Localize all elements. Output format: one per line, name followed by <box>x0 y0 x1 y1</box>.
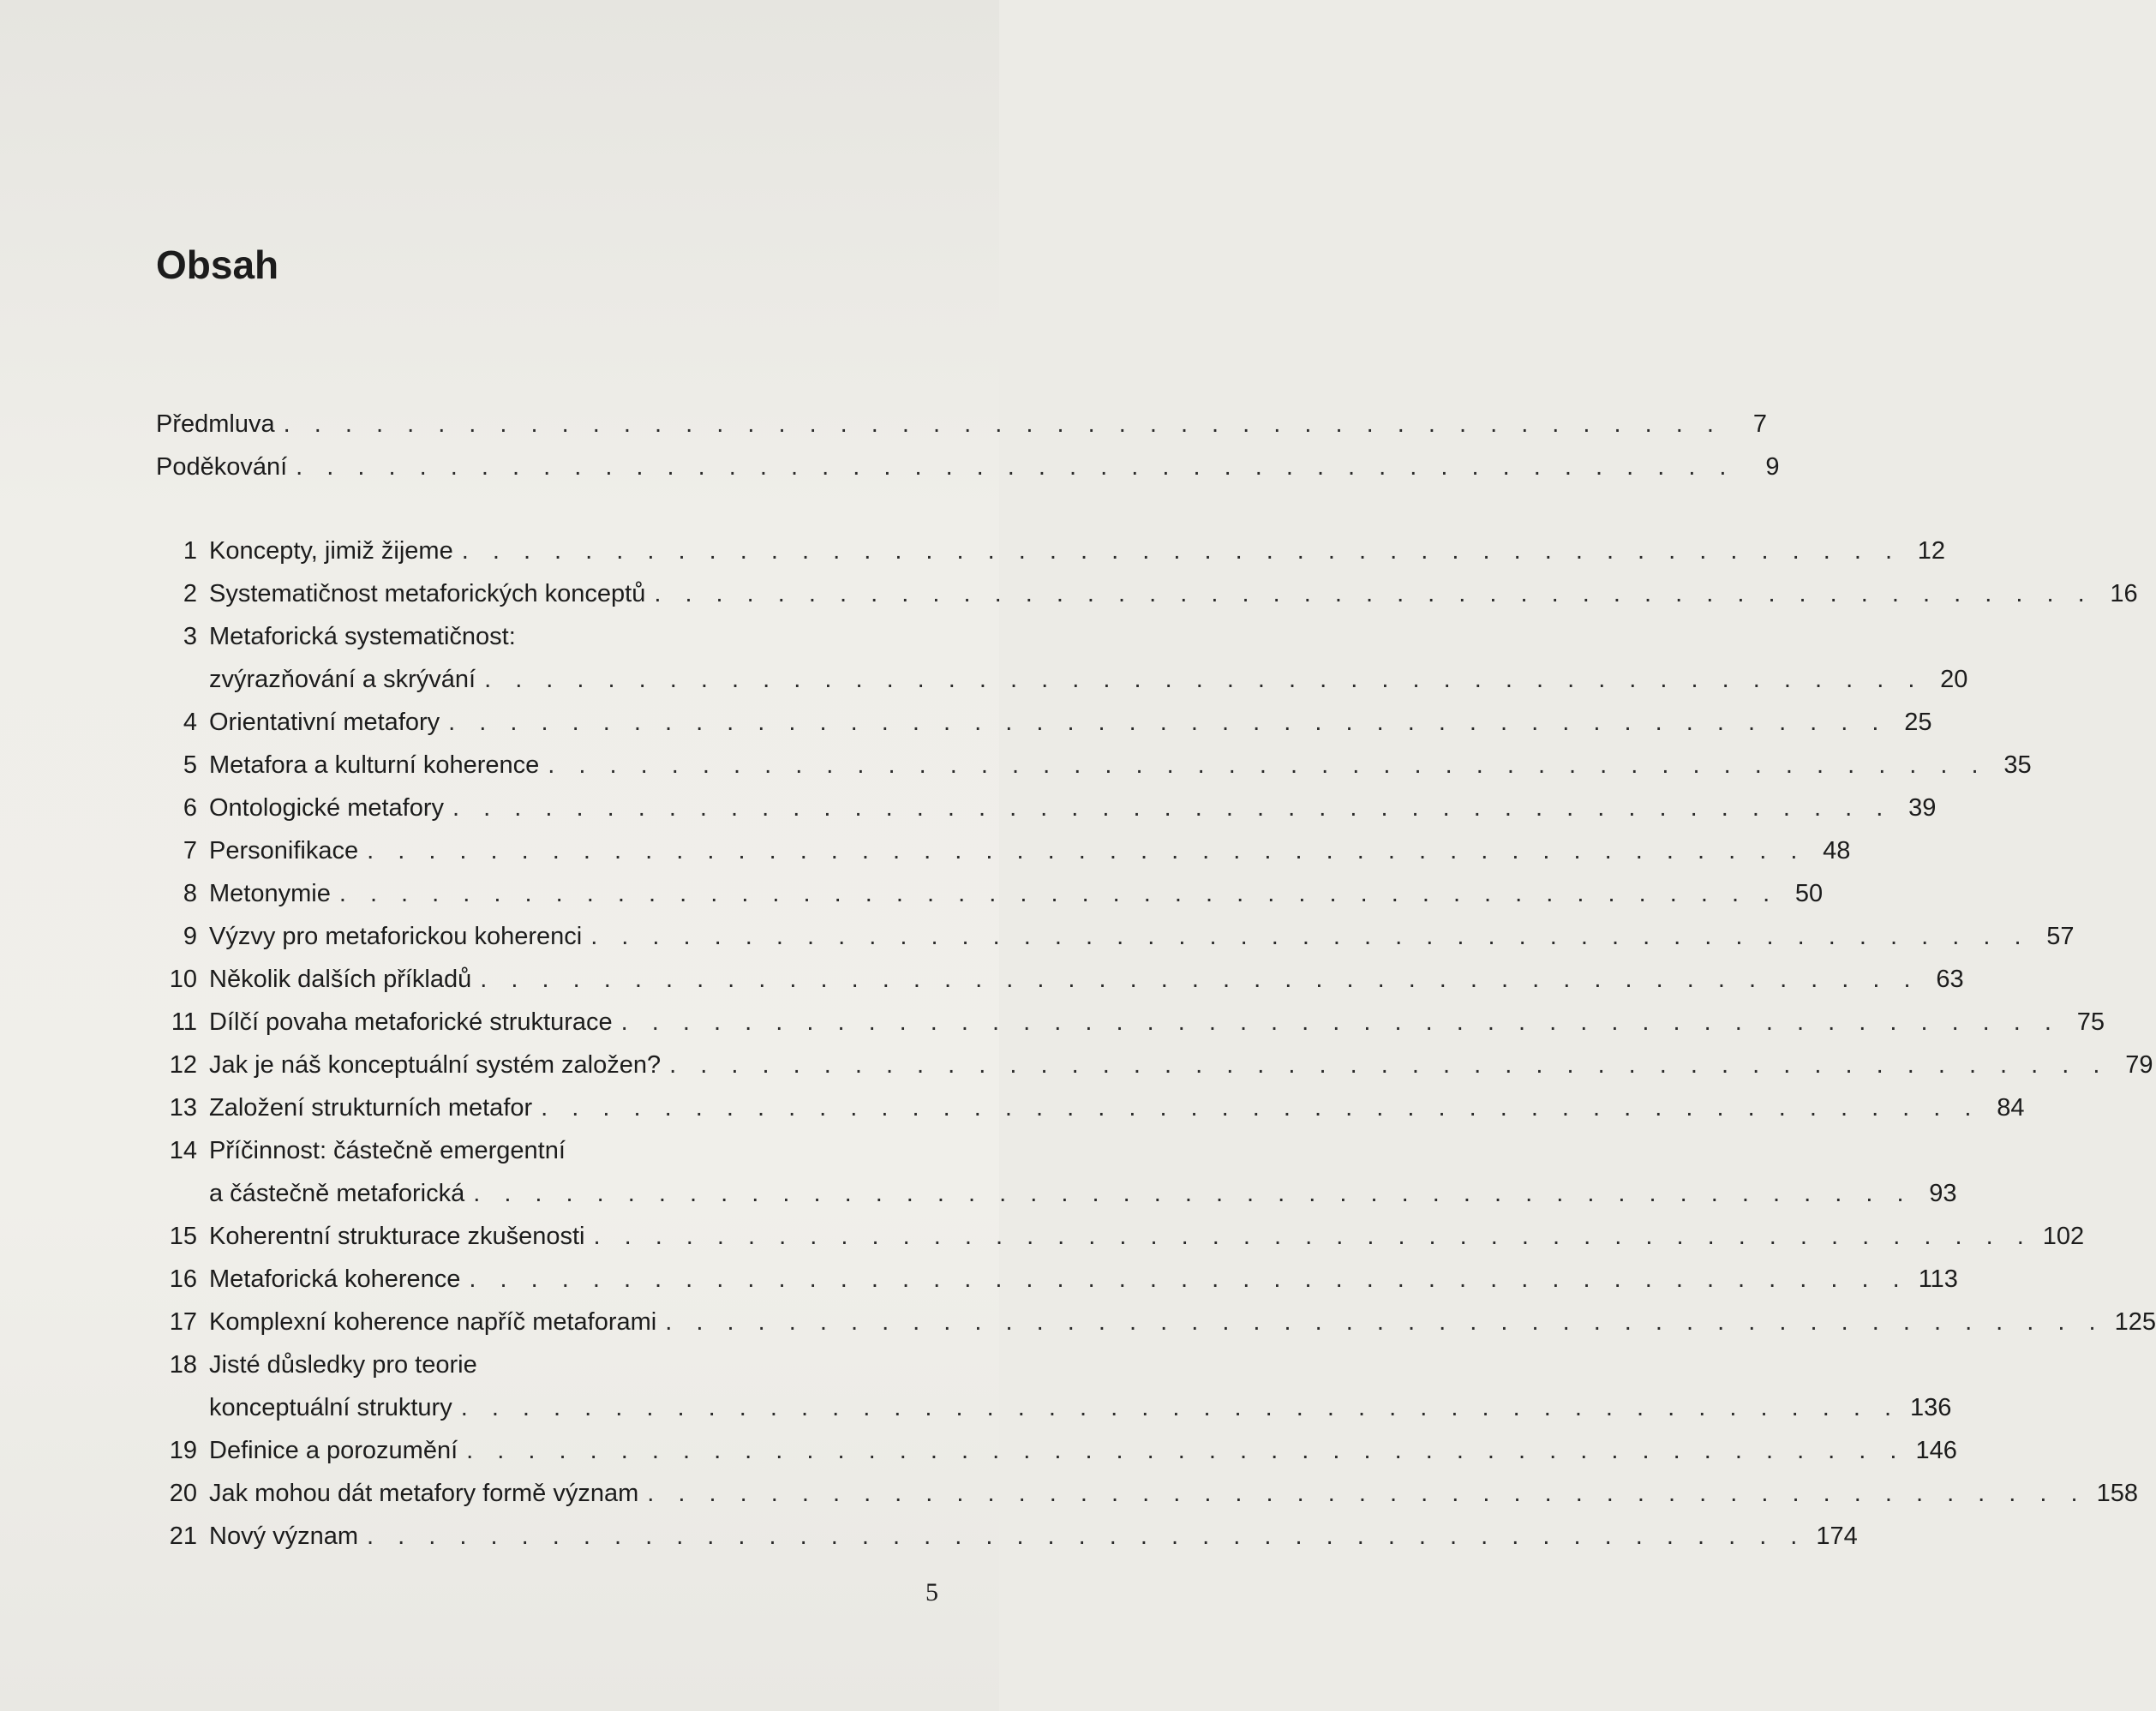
chapter-number: 19 <box>169 1437 197 1464</box>
toc-chapter-entry <box>156 1129 944 1172</box>
entry-title: Orientativní metafory <box>209 709 440 736</box>
entry-line <box>209 1515 1858 1558</box>
toc-chapter-entry <box>156 1086 2025 1129</box>
entry-line <box>209 615 944 658</box>
chapter-number: 13 <box>169 1094 197 1122</box>
toc-chapter-entry <box>156 872 1824 915</box>
chapter-number: 9 <box>183 923 197 950</box>
entry-line <box>209 572 2138 615</box>
toc-chapter-entry <box>156 744 2032 787</box>
toc-chapter-entry <box>156 829 1851 872</box>
chapter-number: 3 <box>183 623 197 650</box>
entry-line <box>209 1301 2156 1343</box>
entry-page-number: 57 <box>2046 923 2075 950</box>
toc-chapter-entry <box>156 958 1964 1001</box>
entry-line <box>209 1258 1958 1301</box>
dot-leader: . . . . . . . . . . . . . . . . . . . . . . . . . . . . . . . . . . . . . . . . . . . . . . . <box>654 580 2093 607</box>
toc-chapter-entry <box>156 1258 1958 1301</box>
dot-leader: . . . . . . . . . . . . . . . . . . . . . . . . . . . . . . . . . . . . . . . . . . . . . . . <box>548 751 1987 779</box>
entry-page-number: 16 <box>2110 580 2138 607</box>
entry-line <box>209 1215 2085 1258</box>
dot-leader: . . . . . . . . . . . . . . . . . . . . . . . . . . . . . . . . . . . . . . . . . . . . . . . <box>669 1051 2109 1079</box>
entry-page-number: 158 <box>2096 1480 2138 1507</box>
entry-page-number: 75 <box>2076 1008 2105 1036</box>
entry-page-number: 12 <box>1917 537 1946 565</box>
entry-title: Personifikace <box>209 837 359 864</box>
chapter-number: 18 <box>169 1351 197 1379</box>
entry-page-number: 136 <box>1910 1394 1952 1421</box>
entry-line <box>209 1343 944 1386</box>
entry-line <box>209 872 1824 915</box>
entry-title: Koherentní strukturace zkušenosti <box>209 1223 585 1250</box>
entry-page-number: 39 <box>1908 794 1937 822</box>
entry-title: konceptuální struktury <box>209 1394 452 1421</box>
toc-chapter-entry <box>156 529 1946 572</box>
toc-chapter-entry <box>156 1429 1957 1472</box>
entry-title: Metaforická koherence <box>209 1265 461 1293</box>
chapter-number: 6 <box>183 794 197 822</box>
chapter-number: 1 <box>183 537 197 565</box>
entry-title: Ontologické metafory <box>209 794 445 822</box>
chapter-number: 10 <box>169 966 197 993</box>
dot-leader: . . . . . . . . . . . . . . . . . . . . . . . . . . . . . . . . . . . . . . . . . . . . . . . <box>367 1523 1806 1550</box>
dot-leader: . . . . . . . . . . . . . . . . . . . . . . . . . . . . . . . . . . . . . . . . . . . . . . . <box>448 709 1888 736</box>
entry-line <box>209 1086 2025 1129</box>
entry-page-number: 20 <box>1940 666 1968 693</box>
dot-leader: . . . . . . . . . . . . . . . . . . . . . . . . . . . . . . . . . . . . . . . . . . . . . . . <box>647 1480 2087 1507</box>
entry-line <box>209 1472 2138 1515</box>
dot-leader: . . . . . . . . . . . . . . . . . . . . . . . . . . . . . . . . . . . . . . . . . . . . . . . <box>473 1180 1913 1207</box>
entry-title: a částečně metaforická <box>209 1180 465 1207</box>
dot-leader: . . . . . . . . . . . . . . . . . . . . . . . . . . . . . . . . . . . . . . . . . . . . . . . <box>590 923 2030 950</box>
toc-front-entry <box>156 446 1780 488</box>
chapter-number: 7 <box>183 837 197 864</box>
toc-chapter-entry <box>156 615 944 658</box>
entry-page-number: 63 <box>1936 966 1964 993</box>
toc-chapter-continuation <box>156 1386 1952 1429</box>
dot-leader: . . . . . . . . . . . . . . . . . . . . . . . . . . . . . . . . . . . . . . . . . . . . . . . <box>469 1265 1908 1293</box>
entry-title: Založení strukturních metafor <box>209 1094 533 1122</box>
toc-chapter-entry <box>156 1301 2156 1343</box>
chapter-number: 8 <box>183 880 197 907</box>
entry-line <box>209 829 1851 872</box>
entry-page-number: 84 <box>1997 1094 2025 1122</box>
entry-title: Nový význam <box>209 1523 359 1550</box>
entry-title: Metonymie <box>209 880 331 907</box>
entry-title: Definice a porozumění <box>209 1437 458 1464</box>
entry-line <box>156 403 1767 446</box>
entry-title: Příčinnost: částečně emergentní <box>209 1137 566 1164</box>
chapter-number: 2 <box>183 580 197 607</box>
toc-chapter-continuation <box>156 1172 1957 1215</box>
dot-leader: . . . . . . . . . . . . . . . . . . . . . . . . . . . . . . . . . . . . . . . . . . . . . . . <box>461 537 1901 565</box>
entry-page-number: 79 <box>2125 1051 2153 1079</box>
entry-line <box>209 529 1946 572</box>
entry-page-number: 125 <box>2114 1308 2156 1336</box>
dot-leader: . . . . . . . . . . . . . . . . . . . . . . . . . . . . . . . . . . . . . . . . . . . . . . . <box>620 1008 2060 1036</box>
entry-line <box>209 1429 1957 1472</box>
entry-title: Jak je náš konceptuální systém založen? <box>209 1051 662 1079</box>
chapter-number: 11 <box>171 1008 197 1036</box>
toc-chapter-entry <box>156 1343 944 1386</box>
toc-chapter-entry <box>156 1044 2153 1086</box>
entry-line <box>156 446 1780 488</box>
dot-leader: . . . . . . . . . . . . . . . . . . . . . . . . . . . . . . . . . . . . . . . . . . . . . . . <box>296 453 1735 481</box>
entry-title: zvýrazňování a skrývání <box>209 666 476 693</box>
entry-line <box>209 658 1968 701</box>
entry-title: Systematičnost metaforických konceptů <box>209 580 646 607</box>
entry-title: Několik dalších příkladů <box>209 966 472 993</box>
entry-line <box>209 1129 944 1172</box>
entry-title: Metaforická systematičnost: <box>209 623 516 650</box>
table-of-contents <box>156 403 2156 1558</box>
dot-leader: . . . . . . . . . . . . . . . . . . . . . . . . . . . . . . . . . . . . . . . . . . . . . . . <box>480 966 1919 993</box>
entry-page-number: 48 <box>1823 837 1851 864</box>
dot-leader: . . . . . . . . . . . . . . . . . . . . . . . . . . . . . . . . . . . . . . . . . . . . . . . <box>460 1394 1901 1421</box>
toc-chapter-entry <box>156 915 2075 958</box>
entry-line <box>209 701 1932 744</box>
entry-page-number: 113 <box>1918 1265 1958 1293</box>
entry-title: Výzvy pro metaforickou koherenci <box>209 923 583 950</box>
entry-line <box>209 1172 1957 1215</box>
dot-leader: . . . . . . . . . . . . . . . . . . . . . . . . . . . . . . . . . . . . . . . . . . . . . . . <box>367 837 1806 864</box>
entry-page-number: 174 <box>1816 1523 1858 1550</box>
dot-leader: . . . . . . . . . . . . . . . . . . . . . . . . . . . . . . . . . . . . . . . . . . . . . . . <box>452 794 1892 822</box>
page-title: Obsah <box>156 242 279 287</box>
toc-chapter-continuation <box>156 658 1968 701</box>
chapter-number: 17 <box>169 1308 197 1336</box>
entry-line <box>209 1044 2153 1086</box>
entry-title: Metafora a kulturní koherence <box>209 751 540 779</box>
entry-line <box>209 915 2075 958</box>
dot-leader: . . . . . . . . . . . . . . . . . . . . . . . . . . . . . . . . . . . . . . . . . . . . . . . <box>484 666 1924 693</box>
dot-leader: . . . . . . . . . . . . . . . . . . . . . . . . . . . . . . . . . . . . . . . . . . . . . . . <box>665 1308 2105 1336</box>
toc-chapter-entry <box>156 572 2138 615</box>
entry-line <box>209 1386 1952 1429</box>
dot-leader: . . . . . . . . . . . . . . . . . . . . . . . . . . . . . . . . . . . . . . . . . . . . . . . <box>283 410 1722 438</box>
toc-chapter-entry <box>156 1515 1858 1558</box>
chapter-number: 20 <box>169 1480 197 1507</box>
entry-page-number: 7 <box>1752 410 1767 438</box>
entry-title: Předmluva <box>156 410 275 438</box>
entry-title: Poděkování <box>156 453 288 481</box>
toc-front-entry <box>156 403 1767 446</box>
entry-title: Dílčí povaha metaforické strukturace <box>209 1008 613 1036</box>
chapter-number: 14 <box>169 1137 197 1164</box>
chapter-number: 15 <box>169 1223 197 1250</box>
chapter-number: 16 <box>169 1265 197 1293</box>
entry-page-number: 93 <box>1929 1180 1957 1207</box>
chapter-number: 21 <box>169 1523 197 1550</box>
entry-page-number: 35 <box>2003 751 2032 779</box>
entry-page-number: 9 <box>1765 453 1780 481</box>
dot-leader: . . . . . . . . . . . . . . . . . . . . . . . . . . . . . . . . . . . . . . . . . . . . . . . <box>338 880 1779 907</box>
chapter-number: 4 <box>183 709 197 736</box>
dot-leader: . . . . . . . . . . . . . . . . . . . . . . . . . . . . . . . . . . . . . . . . . . . . . . . <box>541 1094 1980 1122</box>
toc-chapter-entry <box>156 1215 2085 1258</box>
toc-chapter-entry <box>156 1001 2105 1044</box>
entry-page-number: 50 <box>1794 880 1824 907</box>
entry-title: Jak mohou dát metafory formě význam <box>209 1480 639 1507</box>
toc-chapter-entry <box>156 1472 2138 1515</box>
dot-leader: . . . . . . . . . . . . . . . . . . . . . . . . . . . . . . . . . . . . . . . . . . . . . . . <box>466 1437 1906 1464</box>
page-number: 5 <box>925 1578 938 1606</box>
toc-chapter-entry <box>156 701 1932 744</box>
toc-chapter-entry <box>156 787 1937 829</box>
entry-page-number: 146 <box>1915 1437 1957 1464</box>
entry-line <box>209 1001 2105 1044</box>
entry-title: Koncepty, jimiž žijeme <box>209 537 453 565</box>
entry-title: Jisté důsledky pro teorie <box>209 1351 477 1379</box>
entry-title: Komplexní koherence napříč metaforami <box>209 1308 657 1336</box>
chapter-number: 12 <box>169 1051 197 1079</box>
entry-line <box>209 744 2032 787</box>
entry-line <box>209 787 1937 829</box>
entry-line <box>209 958 1964 1001</box>
dot-leader: . . . . . . . . . . . . . . . . . . . . . . . . . . . . . . . . . . . . . . . . . . . . . . . <box>593 1223 2033 1250</box>
entry-page-number: 25 <box>1904 709 1932 736</box>
entry-page-number: 102 <box>2042 1223 2085 1250</box>
chapter-number: 5 <box>183 751 197 779</box>
